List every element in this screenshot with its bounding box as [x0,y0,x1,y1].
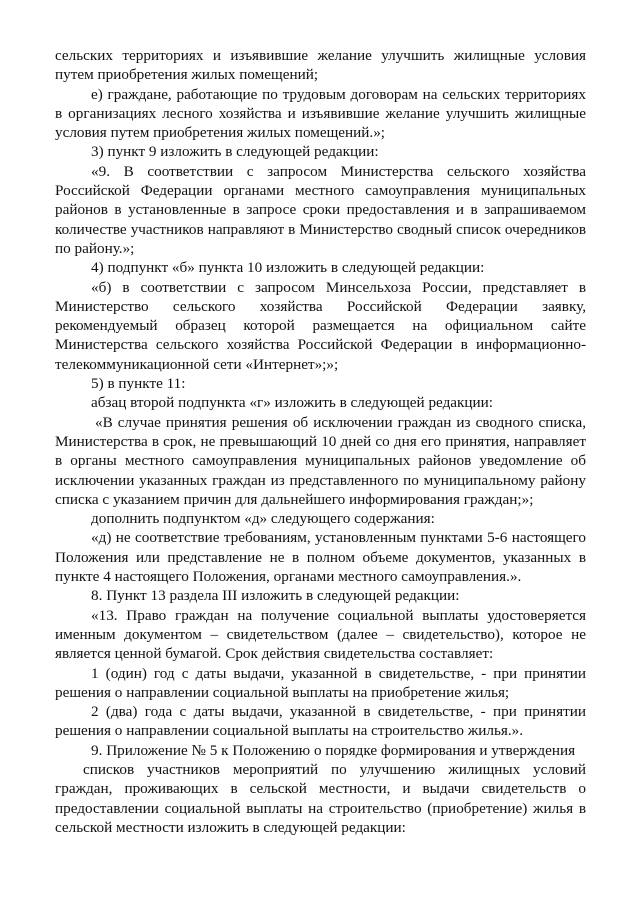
paragraph: е) граждане, работающие по трудовым договорам на сельских территориях в организациях лесного хозяйства и изъявившие желание улучшить жилищные условия путем приобретения жилых помещений.»; [55,85,586,142]
paragraph: списков участников мероприятий по улучшению жилищных условий граждан, проживающих в сельской местности, и выдачи свидетельств о предоставлении социальной выплаты на строительство (приобретение) жилья в сельской местности изложить в следующей редакции: [55,760,586,836]
paragraph: «д) не соответствие требованиям, установленным пунктами 5-6 настоящего Положения или представление не в полном объеме документов, указанных в пункте 4 настоящего Положения, органами местного самоуправления.». [55,529,586,586]
paragraph: 5) в пункте 11: [91,375,186,393]
paragraph: 1 (один) год с даты выдачи, указанной в свидетельстве, - при принятии решения о направлении социальной выплаты на приобретение жилья; [55,664,586,701]
paragraph: «13. Право граждан на получение социальной выплаты удостоверяется именным документом – свидетельством (далее – свидетельство), которое не является ценной бумагой. Срок действия свидетельства составляет: [55,606,586,663]
paragraph: 4) подпункт «б» пункта 10 изложить в следующей редакции: [91,259,485,277]
paragraph: «б) в соответствии с запросом Минсельхоза России, представляет в Министерство сельского хозяйства Российской Федерации заявку, рекомендуемый образец которой размещается на официальном сайте Министерства сельского хозяйства Российской Федерации в информационно-телекоммуникационной сети «Интернет»;»; [55,278,586,373]
paragraph: дополнить подпунктом «д» следующего содержания: [91,510,435,528]
paragraph: 3) пункт 9 изложить в следующей редакции: [91,143,379,161]
paragraph: сельских территориях и изъявившие желание улучшить жилищные условия путем приобретения жилых помещений; [55,47,586,84]
document-page [55,46,586,837]
paragraph: 8. Пункт 13 раздела III изложить в следующей редакции: [91,587,460,605]
paragraph: «9. В соответствии с запросом Министерства сельского хозяйства Российской Федерации органами местного самоуправления муниципальных районов в установленные в запросе сроки предоставления и в запрашиваемом количестве участников направляют в Министерство сводный список очередников по району.»; [55,162,586,257]
paragraph: 2 (два) года с даты выдачи, указанной в свидетельстве, - при принятии решения о направлении социальной выплаты на строительство жилья.». [55,703,586,740]
paragraph: 9. Приложение № 5 к Положению о порядке формирования и утверждения [91,741,576,759]
paragraph: «В случае принятия решения об исключении граждан из сводного списка, Министерства в срок, не превышающий 10 дней со дня его принятия, направляет в органы местного самоуправления муниципальных районов уведомление об исключении указанных граждан из представленного по муниципальному району списка с указанием причин для дальнейшего информирования граждан;»; [55,413,586,508]
paragraph: абзац второй подпункта «г» изложить в следующей редакции: [91,394,494,412]
